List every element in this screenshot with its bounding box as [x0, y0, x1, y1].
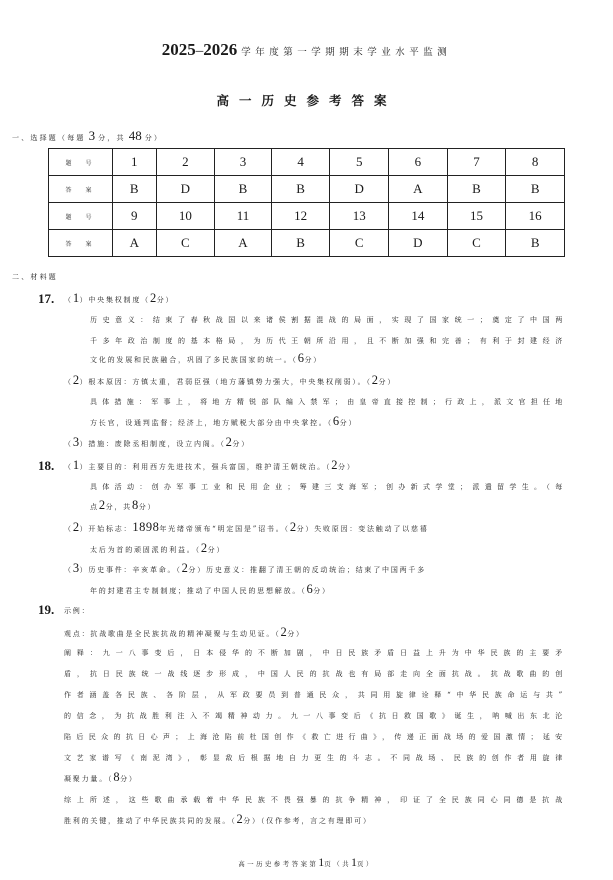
q18-line-2-total: 8 [131, 498, 139, 512]
table-row [49, 203, 565, 230]
table-cell: D [330, 176, 389, 203]
table-cell: 6 [389, 149, 448, 176]
q17-part2-num: 2 [72, 373, 80, 387]
q18-line-2-text: 点 [90, 503, 99, 511]
row-label: 答案 [49, 230, 113, 257]
footer-text: 高一历史参考答案第 [238, 860, 319, 868]
q19-line-3: 盾，抗日民族统一战线逐步形成，中国人民的抗战也有局部走向全面抗战。抗战歌曲的创 [64, 670, 564, 678]
q19-line-10-text: 胜利的关键，推动了中华民族共同的发展。（ [64, 817, 237, 825]
q19-line-1-close: 分） [287, 630, 305, 638]
table-cell: 14 [389, 203, 448, 230]
table-cell: 1 [113, 149, 157, 176]
q18-line-4 [90, 582, 331, 598]
q18-part2-text-3: 分）失败原因：变法触动了以慈禧 [296, 525, 429, 533]
table-cell: B [113, 176, 157, 203]
table-cell: B [215, 176, 272, 203]
table-cell: C [330, 230, 389, 257]
table-cell: B [506, 230, 565, 257]
footer-close: 页） [357, 860, 375, 868]
table-cell: A [389, 176, 448, 203]
q19-line-4: 作者涵盖各民族、各阶层，从军政要员到普通民众，共同用旋律诠释“中华民族命运与共” [64, 691, 564, 699]
header-year-start: 2025 [161, 40, 196, 59]
q18-part2-num: 2 [72, 520, 80, 534]
q19-line-8-text: 凝聚力量。（ [64, 775, 114, 783]
q17-part2-open: （ [64, 378, 73, 386]
q18-line-3-text: 太后为首的顽固派的利益。（ [90, 546, 201, 554]
q18-line-3 [90, 541, 225, 557]
q18-line-3-close: 分） [207, 546, 226, 554]
table-cell: 4 [271, 149, 330, 176]
q19-line-7: 文艺家谱写《南泥湾》，彰显敌后根据地自力更生的斗志。不同战场、民族的创作者用旋律 [64, 754, 564, 762]
table-cell: 7 [447, 149, 506, 176]
q19-line-5: 的信念，为抗战胜利注入不竭精神动力。九一八事变后《抗日救国歌》诞生，呐喊出东北沦 [64, 712, 564, 720]
q17-line-3 [90, 351, 322, 367]
q17-part2-text: ）根本原因：方镇太重，君弱臣强（地方藩镇势力强大，中央集权削弱）。（ [79, 378, 372, 386]
question-17-number: 17. [38, 291, 55, 306]
q19-line-10-score: 2 [236, 812, 244, 826]
table-cell: D [389, 230, 448, 257]
q17-line-5-text: 方长官，设通判监督；经济上，地方赋税大部分由中央掌控。（ [90, 419, 333, 427]
exam-header [0, 40, 613, 60]
section-1-total-score: 48 [128, 128, 142, 143]
table-cell: 5 [330, 149, 389, 176]
footer-page-number: 1 [318, 855, 325, 869]
section-1-mid: 分，共 [98, 134, 126, 142]
q18-part1-text: ）主要目的：利用西方先进技术，强兵富国，维护清王朝统治。（ [79, 463, 332, 471]
q19-line-1-score: 2 [280, 625, 288, 639]
q17-part1-num: 1 [72, 291, 80, 305]
q18-line-3-score: 2 [200, 541, 208, 555]
section-1-prefix: 一、选择题（每题 [12, 134, 86, 142]
table-cell: 16 [506, 203, 565, 230]
table-cell: B [271, 176, 330, 203]
table-cell: 8 [506, 149, 565, 176]
q18-part1-score: 2 [331, 458, 339, 472]
q17-part1-open: （ [64, 296, 73, 304]
q18-line-4-score: 6 [306, 582, 314, 596]
q17-line-3-text: 文化的发展和民族融合，巩固了多民族国家的统一。（ [90, 356, 298, 364]
q18-part2-year: 1898 [132, 520, 160, 534]
table-cell: 9 [113, 203, 157, 230]
q17-line-4: 具体措施：军事上，将地方精锐部队编入禁军；由皇帝直接控制；行政上，派文官担任地 [90, 398, 564, 406]
q18-line-2-score: 2 [98, 498, 106, 512]
q19-line-2: 阐释：九一八事变后，日本侵华的不断加剧，中日民族矛盾日益上升为中华民族的主要矛 [64, 649, 564, 657]
table-cell: A [215, 230, 272, 257]
table-cell: C [447, 230, 506, 257]
table-cell: 13 [330, 203, 389, 230]
page-footer [0, 855, 613, 870]
q17-line-5 [90, 414, 357, 430]
q18-part3-text-2: 分）历史意义：推翻了清王朝的反动统治；结束了中国两千多 [188, 566, 427, 574]
q17-part3-text: ）措施：废除丞相制度，设立内阁。（ [79, 440, 226, 448]
q19-line-9: 综上所述，这些歌曲承载着中华民族不畏强暴的抗争精神，印证了全民族同心同德是抗战 [64, 796, 564, 804]
q17-part3-score: 2 [225, 435, 233, 449]
q17-line-5-close: 分） [339, 419, 358, 427]
table-cell: A [113, 230, 157, 257]
q18-part1-open: （ [64, 463, 73, 471]
q17-part1 [64, 291, 174, 307]
q19-line-10 [64, 812, 372, 828]
q18-part1-close: 分） [338, 463, 356, 471]
q18-part2-score: 2 [289, 520, 297, 534]
table-cell: B [506, 176, 565, 203]
q19-line-10-close: 分）（仅作参考，言之有理即可） [243, 817, 372, 825]
footer-mid: 页（共 [324, 860, 351, 868]
q17-part3-num: 3 [72, 435, 80, 449]
q18-line-1: 具体活动：创办军事工业和民用企业；筹建三支海军；创办新式学堂；派遣留学生。（每 [90, 483, 564, 491]
table-row [49, 176, 565, 203]
q18-line-2-close: 分） [138, 503, 157, 511]
table-cell: B [271, 230, 330, 257]
q17-line-5-score: 6 [332, 414, 340, 428]
section-1-per-score: 3 [88, 128, 96, 143]
q18-part1 [64, 458, 356, 474]
table-row [49, 230, 565, 257]
table-cell: C [156, 230, 215, 257]
q18-part3 [64, 561, 426, 577]
q17-part3-close: 分） [232, 440, 251, 448]
q18-line-2 [90, 498, 156, 514]
table-row [49, 149, 565, 176]
q19-line-6: 陷后民众的抗日心声；上海沧陷前杜国创作《救亡进行曲》，传递正面战场的爱国激情；延安 [64, 733, 564, 741]
table-cell: 12 [271, 203, 330, 230]
q17-line-3-score: 6 [297, 351, 305, 365]
table-cell: 15 [447, 203, 506, 230]
row-label: 题号 [49, 149, 113, 176]
q19-line-1-text: 观点：抗战歌曲是全民族抗战的精神凝聚与生动见证。（ [64, 630, 281, 638]
q19-line-8 [64, 770, 138, 786]
q19-line-8-close: 分） [120, 775, 138, 783]
q18-line-4-text: 年的封建君主专制制度；推动了中国人民的思想解放。（ [90, 587, 307, 595]
header-year-end: 2026 [203, 40, 238, 59]
q18-part2-open: （ [64, 525, 73, 533]
q18-part3-text: ）历史事件：辛亥革命。（ [79, 566, 182, 574]
q19-line-8-score: 8 [113, 770, 121, 784]
section-1-heading [12, 128, 163, 144]
row-label: 答案 [49, 176, 113, 203]
q18-line-2-mid: 分，共 [105, 503, 132, 511]
q17-part3 [64, 435, 250, 451]
q19-line-1 [64, 625, 305, 641]
q17-part2-close: 分） [378, 378, 397, 386]
q17-line-3-close: 分） [304, 356, 323, 364]
q17-part1-score: 2 [149, 291, 157, 305]
footer-total-pages: 1 [351, 855, 357, 869]
q17-part2 [64, 373, 396, 389]
q18-part3-num: 3 [72, 561, 80, 575]
q18-part2-text-2: 年光绪帝颁布“明定国是”诏书。（ [159, 525, 290, 533]
q17-line-1: 历史意义：结束了春秋战国以来诸侯割据混战的局面，实现了国家统一；奠定了中国两 [90, 316, 564, 324]
table-cell: 3 [215, 149, 272, 176]
q17-part2-score: 2 [371, 373, 379, 387]
page-title: 高一历史参考答案 [216, 93, 397, 108]
q19-example-label: 示例： [64, 607, 91, 615]
q17-part3-open: （ [64, 440, 73, 448]
question-18-number: 18. [38, 458, 55, 473]
q18-part3-score: 2 [181, 561, 189, 575]
q18-part2-text: ）开始标志： [79, 525, 133, 533]
q17-part1-close: 分） [156, 296, 175, 304]
header-title: 学年度第一学期期末学业水平监测 [241, 47, 452, 58]
multiple-choice-answer-table [48, 148, 565, 257]
q18-line-4-close: 分） [313, 587, 331, 595]
table-cell: D [156, 176, 215, 203]
q18-part1-num: 1 [72, 458, 80, 472]
table-cell: 11 [215, 203, 272, 230]
section-1-suffix: 分） [144, 134, 164, 142]
table-cell: 10 [156, 203, 215, 230]
section-2-heading: 二、材料题 [12, 273, 58, 281]
table-cell: B [447, 176, 506, 203]
q18-part2 [64, 520, 429, 536]
q17-part1-text: ）中央集权制度（ [79, 296, 150, 304]
row-label: 题号 [49, 203, 113, 230]
q18-part3-open: （ [64, 566, 73, 574]
question-19-number: 19. [38, 602, 55, 617]
header-dash: – [195, 43, 204, 59]
q17-line-2: 千多年政治制度的基本格局，为历代王朝所沿用，且不断加强和完善；有利于封建经济 [90, 337, 564, 345]
table-cell: 2 [156, 149, 215, 176]
